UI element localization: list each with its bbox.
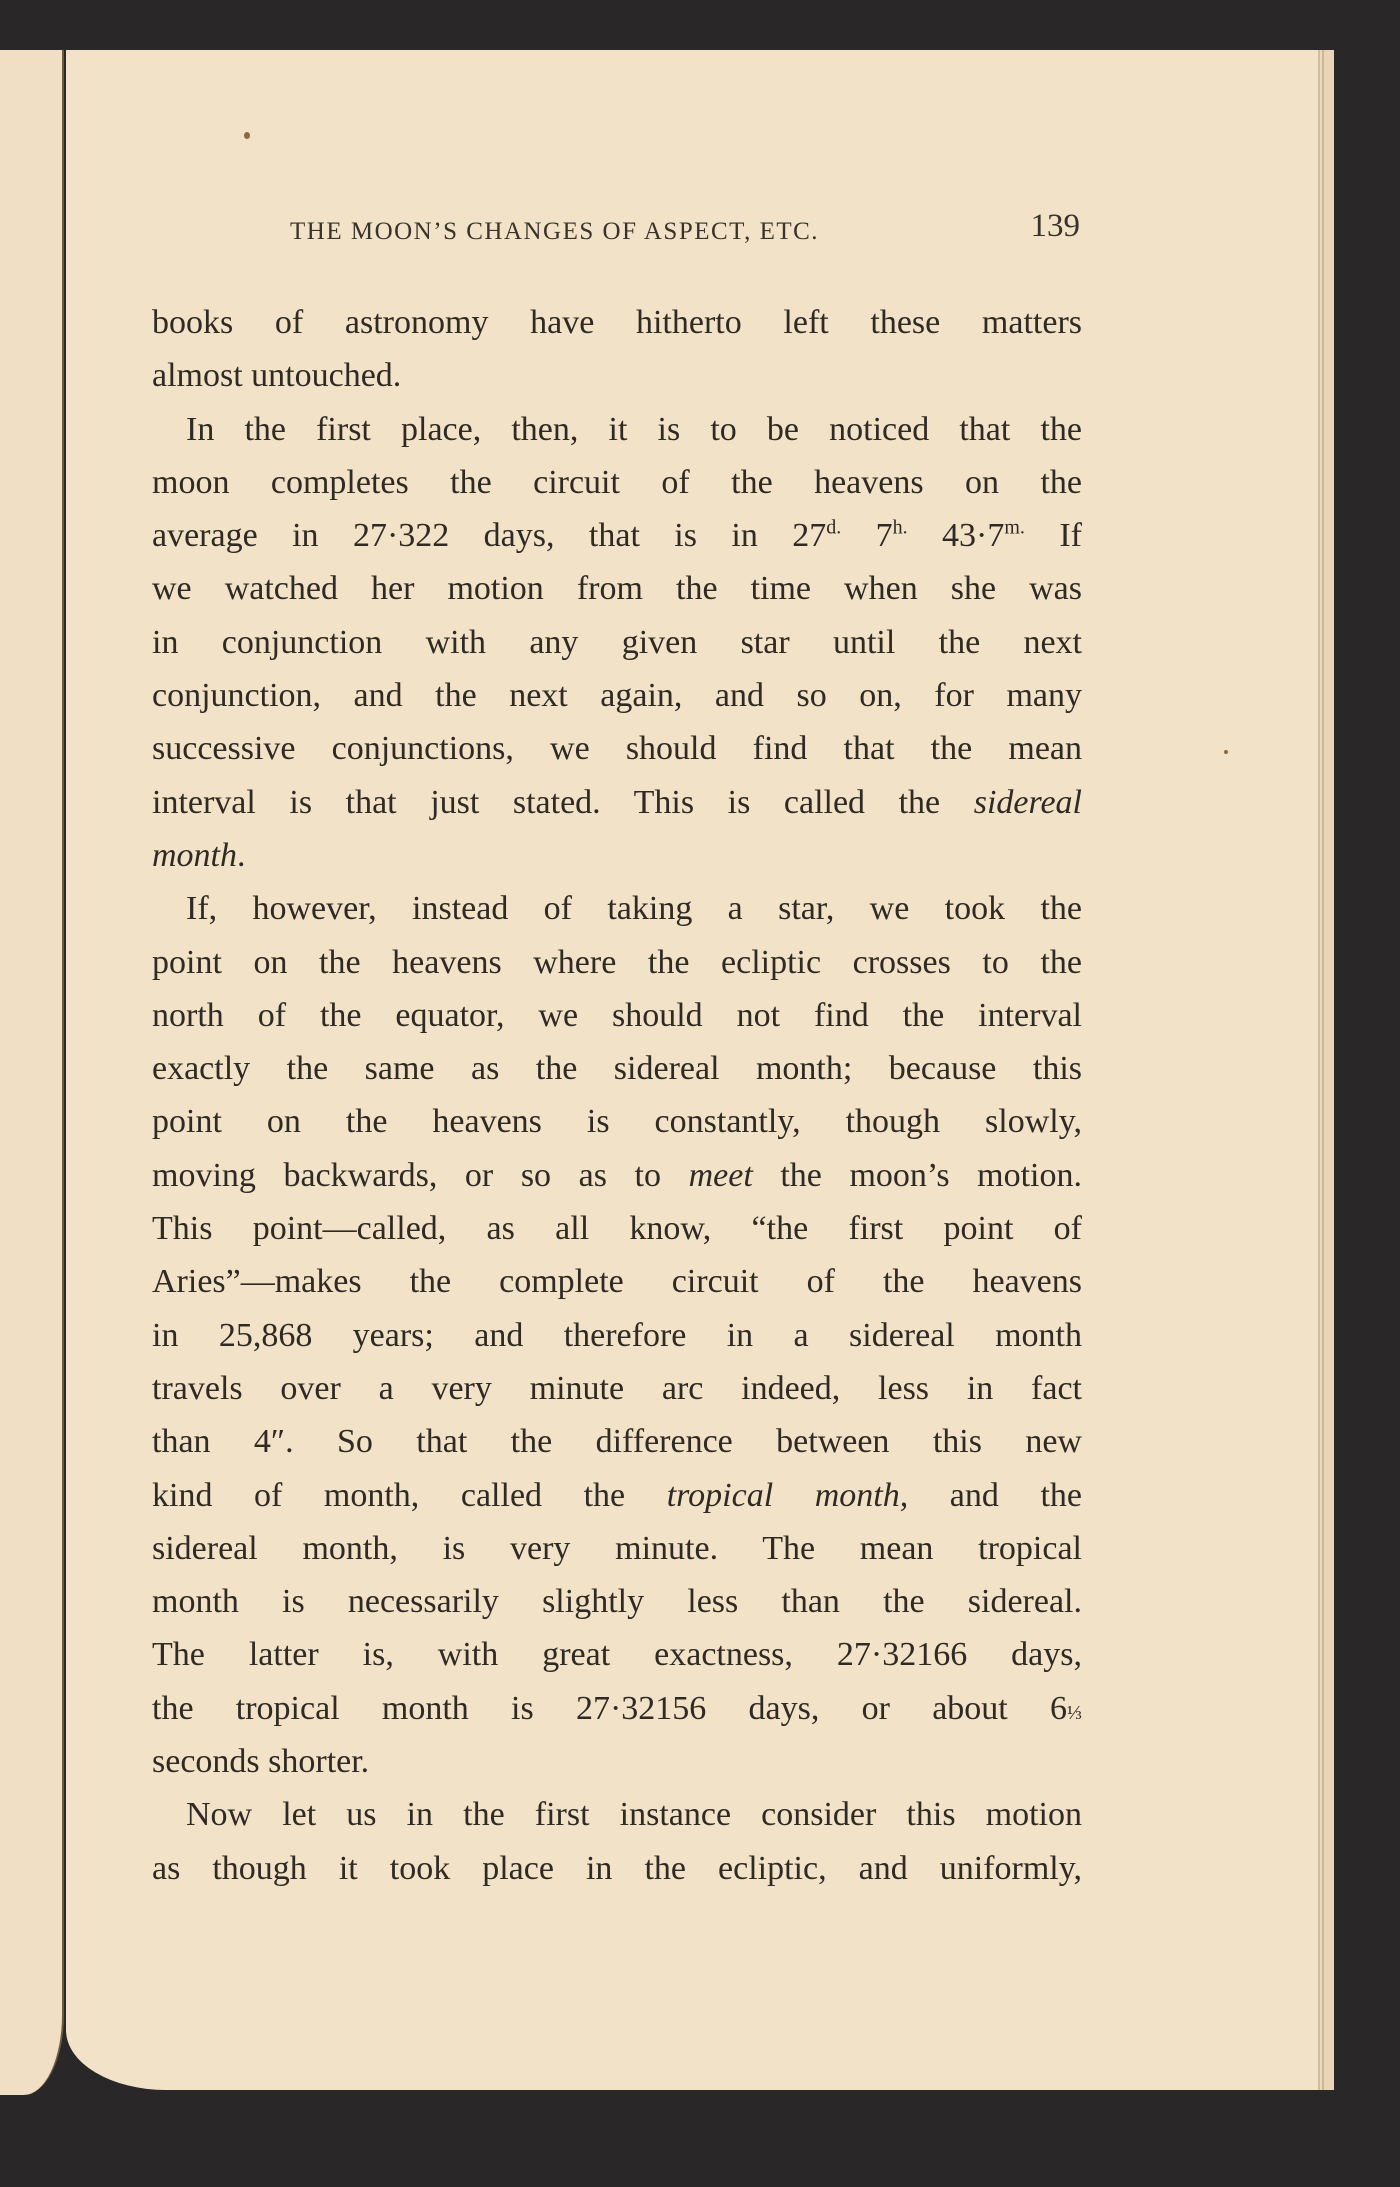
hours-unit: h.: [892, 516, 908, 539]
text-line: [152, 1575, 1082, 1628]
minutes-unit: m.: [1004, 516, 1025, 539]
line-text: Aries”—makes the complete circuit of the heavens: [152, 1263, 1082, 1301]
running-head: THE MOON’S CHANGES OF ASPECT, ETC.: [290, 218, 820, 245]
days-unit: d.: [826, 516, 842, 539]
line-text: kind of month, called the: [152, 1476, 626, 1514]
text-line: [152, 669, 1082, 722]
text-line: [152, 1202, 1082, 1255]
line-text: in conjunction with any given star until the next: [152, 623, 1082, 661]
line-text: almost untouched.: [152, 357, 402, 395]
line-text: This point—called, as all know, “the first point of: [152, 1210, 1082, 1248]
line-text: month is necessarily slightly less than the sidereal.: [152, 1583, 1082, 1621]
text-line: [152, 616, 1082, 669]
line-text: point on the heavens is constantly, though slowly,: [152, 1103, 1082, 1141]
text-line: [152, 776, 1082, 829]
text-line: [152, 1682, 1082, 1735]
line-text: the moon’s motion.: [780, 1156, 1082, 1194]
body-text: [152, 296, 1082, 1895]
text-line: [152, 1309, 1082, 1362]
line-text: north of the equator, we should not find the interval: [152, 996, 1082, 1034]
text-line: [152, 509, 1082, 562]
line-text: successive conjunctions, we should find that the mean: [152, 730, 1082, 768]
text-line: [152, 1042, 1082, 1095]
line-text: than 4″. So that the difference between this new: [152, 1423, 1082, 1461]
line-text: .: [237, 836, 246, 874]
italic-term: sidereal: [973, 783, 1082, 821]
text-line: [152, 1628, 1082, 1681]
text-line: [152, 1522, 1082, 1575]
text-line: [152, 989, 1082, 1042]
text-line: [152, 456, 1082, 509]
text-line: [152, 296, 1082, 349]
page-number: 139: [1030, 208, 1080, 244]
page-header: [290, 208, 1080, 246]
italic-term: meet: [688, 1156, 753, 1194]
text-line: [152, 1149, 1082, 1202]
text-line: [152, 1842, 1082, 1895]
facing-page-edge: [0, 50, 64, 2095]
fraction: ⅓: [1067, 1701, 1082, 1724]
line-text: interval is that just stated. This is called the: [152, 783, 941, 821]
text-line: [152, 1735, 1082, 1788]
line-text: point on the heavens where the ecliptic crosses to the: [152, 943, 1082, 981]
text-line: [152, 1362, 1082, 1415]
paper-spot: [244, 132, 250, 139]
line-text: in 25,868 years; and therefore in a sidereal month: [152, 1316, 1082, 1354]
line-text: books of astronomy have hitherto left these matters: [152, 304, 1082, 341]
text-line: [152, 562, 1082, 615]
line-text: sidereal month, is very minute. The mean tropical: [152, 1529, 1082, 1567]
line-text: exactly the same as the sidereal month; because this: [152, 1050, 1082, 1088]
text-line: [152, 1469, 1082, 1522]
line-text: we watched her motion from the time when she was: [152, 570, 1082, 608]
line-text: If: [1059, 517, 1082, 555]
italic-term: tropical month,: [666, 1476, 909, 1514]
italic-term: month: [152, 836, 237, 874]
line-text: travels over a very minute arc indeed, less in fact: [152, 1369, 1082, 1407]
line-text: average in 27·322 days, that is in: [152, 517, 758, 555]
line-text: the tropical month is 27·32156 days, or about 6: [152, 1689, 1067, 1727]
text-line: [152, 349, 1082, 402]
text-line: [152, 936, 1082, 989]
line-text: The latter is, with great exactness, 27·32166 days,: [152, 1636, 1082, 1674]
days-value: 27: [792, 517, 827, 555]
paper-spot: [1224, 750, 1228, 754]
line-text: In the first place, then, it is to be noticed that the: [186, 410, 1082, 448]
line-text: If, however, instead of taking a star, we took the: [186, 890, 1082, 928]
hours-value: 7: [875, 517, 893, 555]
line-text: seconds shorter.: [152, 1743, 370, 1781]
line-text: as though it took place in the ecliptic, and uniformly,: [152, 1849, 1082, 1887]
line-text: moon completes the circuit of the heavens on the: [152, 463, 1082, 501]
line-text: conjunction, and the next again, and so on, for many: [152, 677, 1082, 715]
line-text: and the: [949, 1476, 1082, 1514]
line-text: Now let us in the first instance consider this motion: [186, 1796, 1082, 1834]
text-line: [152, 1095, 1082, 1148]
text-line: [152, 829, 1082, 882]
text-line: [152, 882, 1082, 935]
text-line: [152, 722, 1082, 775]
line-text: moving backwards, or so as to: [152, 1156, 661, 1194]
text-line: [152, 1415, 1082, 1468]
text-line: [152, 1255, 1082, 1308]
minutes-value: 43·7: [942, 517, 1005, 555]
text-line: [152, 1788, 1082, 1841]
text-line: [152, 403, 1082, 456]
